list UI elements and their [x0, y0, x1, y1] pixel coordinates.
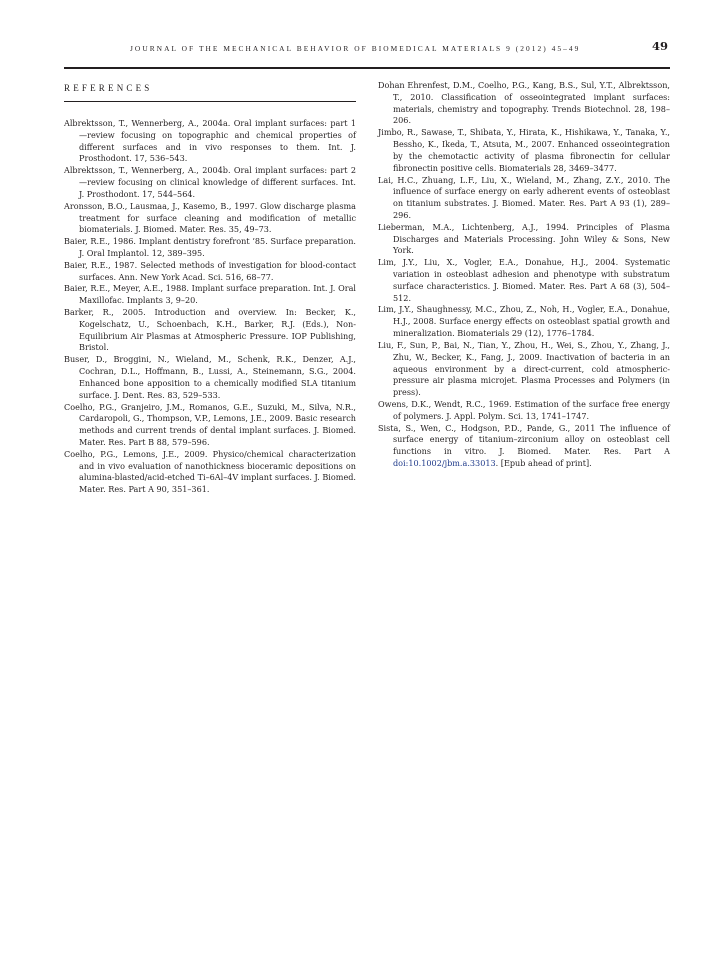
reference-text: Sista, S., Wen, C., Hodgson, P.D., Pande, G., 2011 The influence of surface energy of titanium–zirconium alloy on osteoblast cell functions in vitro. J. Biomed. Mater. Res. Part A — [378, 422, 670, 457]
reference-item: Barker, R., 2005. Introduction and overview. In: Becker, K., Kogelschatz, U., Schoenbach, K.H., Barker, R.J. (Eds.), Non-Equilibrium Air Plasmas at Atmospheric Pressure. IOP Publishing, Bristol. — [64, 307, 356, 353]
reference-item: Lieberman, M.A., Lichtenberg, A.J., 1994. Principles of Plasma Discharges and Materials Processing. John Wiley & Sons, New York. — [378, 221, 670, 256]
page-number: 49 — [651, 39, 668, 53]
reference-list-left — [64, 118, 356, 496]
reference-item: Baier, R.E., 1987. Selected methods of investigation for blood-contact surfaces. Ann. New York Acad. Sci. 516, 68–77. — [64, 259, 356, 282]
header-rule — [64, 67, 670, 69]
reference-tail: . [Epub ahead of print]. — [495, 458, 592, 468]
section-rule — [64, 101, 356, 102]
reference-item: Liu, F., Sun, P., Bai, N., Tian, Y., Zhou, H., Wei, S., Zhou, Y., Zhang, J., Zhu, W., Becker, K., Fang, J., 2009. Inactivation of bacteria in an aqueous environment by a direct-current, cold atmospheric-pressure air plasma microjet. Plasma Processes and Polymers (in press). — [378, 339, 670, 398]
reference-item: Lim, J.Y., Liu, X., Vogler, E.A., Donahue, H.J., 2004. Systematic variation in osteoblast adhesion and phenotype with substratum surface characteristics. J. Biomed. Mater. Res. Part A 68 (3), 504–512. — [378, 257, 670, 303]
reference-item: Dohan Ehrenfest, D.M., Coelho, P.G., Kang, B.S., Sul, Y.T., Albrektsson, T., 2010. Classification of osseointegrated implant surfaces: materials, chemistry and topography. Trends Biotechnol. 28, 198–206. — [378, 80, 670, 126]
reference-item: Coelho, P.G., Granjeiro, J.M., Romanos, G.E., Suzuki, M., Silva, N.R., Cardaropoli, G., Thompson, V.P., Lemons, J.E., 2009. Basic research methods and current trends of dental implant surfaces. J. Biomed. Mater. Res. Part B 88, 579–596. — [64, 401, 356, 447]
reference-item: Albrektsson, T., Wennerberg, A., 2004a. Oral implant surfaces: part 1—review focusing on topographic and chemical properties of different surfaces and in vivo responses to them. Int. J. Prosthodont. 17, 536–543. — [64, 118, 356, 164]
reference-item: Baier, R.E., Meyer, A.E., 1988. Implant surface preparation. Int. J. Oral Maxillofac. Implants 3, 9–20. — [64, 283, 356, 306]
reference-item: Buser, D., Broggini, N., Wieland, M., Schenk, R.K., Denzer, A.J., Cochran, D.L., Hoffmann, B., Lussi, A., Steinemann, S.G., 2004. Enhanced bone apposition to a chemically modified SLA titanium surface. J. Dent. Res. 83, 529–533. — [64, 354, 356, 400]
section-title: REFERENCES — [64, 83, 153, 93]
reference-item: Jimbo, R., Sawase, T., Shibata, Y., Hirata, K., Hishikawa, Y., Tanaka, Y., Bessho, K., Ikeda, T., Atsuta, M., 2007. Enhanced osseointegration by the chemotactic activity of plasma fibronectin for cellular fibronectin positive cells. Biomaterials 28, 3469–3477. — [378, 127, 670, 173]
reference-item: Aronsson, B.O., Lausmaa, J., Kasemo, B., 1997. Glow discharge plasma treatment for surface cleaning and modification of metallic biomaterials. J. Biomed. Mater. Res. 35, 49–73. — [64, 200, 356, 235]
right-column — [378, 80, 670, 470]
reference-item: Baier, R.E., 1986. Implant dentistry forefront ’85. Surface preparation. J. Oral Implantol. 12, 389–395. — [64, 236, 356, 258]
reference-item-sista — [378, 423, 670, 470]
reference-item: Coelho, P.G., Lemons, J.E., 2009. Physico/chemical characterization and in vivo evaluation of nanothickness bioceramic depositions on alumina-blasted/acid-etched Ti–6Al–4V implant surfaces. J. Biomed. Mater. Res. Part A 90, 351–361. — [64, 448, 356, 495]
reference-item: Albrektsson, T., Wennerberg, A., 2004b. Oral implant surfaces: part 2—review focusing on clinical knowledge of different surfaces. Int. J. Prosthodont. 17, 544–564. — [64, 165, 356, 199]
reference-item: Lim, J.Y., Shaughnessy, M.C., Zhou, Z., Noh, H., Vogler, E.A., Donahue, H.J., 2008. Surface energy effects on osteoblast spatial growth and mineralization. Biomaterials 29 (12), 1776–1784. — [378, 304, 670, 339]
running-head: JOURNAL OF THE MECHANICAL BEHAVIOR OF BIOMEDICAL MATERIALS 9 (2012) 45–49 — [130, 44, 581, 53]
doi-link[interactable]: doi:10.1002/jbm.a.33013 — [393, 458, 496, 468]
reference-item: Owens, D.K., Wendt, R.C., 1969. Estimation of the surface free energy of polymers. J. Appl. Polym. Sci. 13, 1741–1747. — [378, 398, 670, 421]
left-column — [64, 80, 356, 496]
reference-item: Lai, H.C., Zhuang, L.F., Liu, X., Wieland, M., Zhang, Z.Y., 2010. The influence of surface energy on early adherent events of osteoblast on titanium substrates. J. Biomed. Mater. Res. Part A 93 (1), 289–296. — [378, 174, 670, 220]
reference-list-right — [378, 80, 670, 470]
